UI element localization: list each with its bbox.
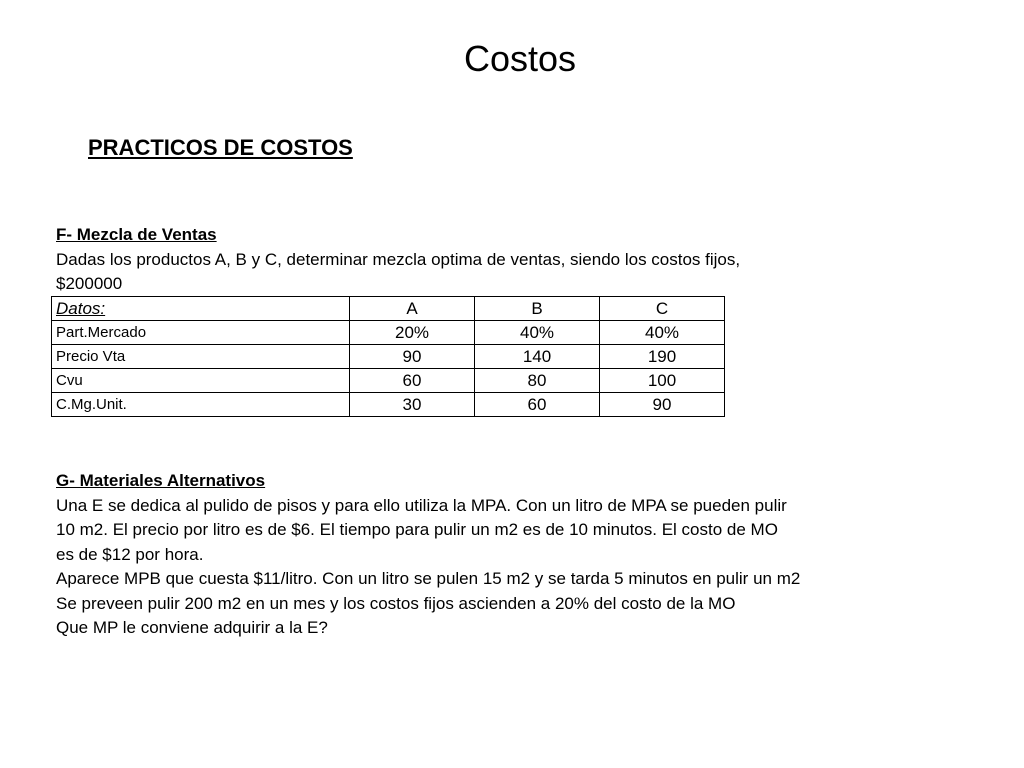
practicos-heading: PRACTICOS DE COSTOS — [88, 135, 353, 160]
row-label: Precio Vta — [52, 345, 350, 369]
table-row — [52, 393, 725, 417]
section-g-heading: G- Materiales Alternativos — [56, 471, 266, 490]
section-f-line: $200000 — [56, 274, 123, 293]
section-materiales-alternativos — [56, 469, 956, 641]
table-cell: 40% — [475, 321, 600, 345]
table-cell: 190 — [600, 345, 725, 369]
section-g-line: es de $12 por hora. — [56, 544, 204, 564]
row-label: Part.Mercado — [52, 321, 350, 345]
section-g-line: Una E se dedica al pulido de pisos y para ello utiliza la MPA. Con un litro de MPA se pueden pulir — [56, 495, 787, 515]
section-g-line: Que MP le conviene adquirir a la E? — [56, 618, 328, 637]
row-label: Cvu — [52, 369, 350, 393]
table-header-row — [52, 297, 725, 321]
section-g-line: Se preveen pulir 200 m2 en un mes y los costos fijos ascienden a 20% del costo de la MO — [56, 593, 736, 613]
table-cell: 60 — [475, 393, 600, 417]
table-cell: 60 — [350, 369, 475, 393]
table-cell: 90 — [600, 393, 725, 417]
table-cell: 140 — [475, 345, 600, 369]
table-cell: 30 — [350, 393, 475, 417]
table-cell: 90 — [350, 345, 475, 369]
slide-title: Costos — [463, 38, 577, 79]
section-f-line: Dadas los productos A, B y C, determinar mezcla optima de ventas, siendo los costos fijos, — [56, 249, 741, 269]
section-g-line: Aparece MPB que cuesta $11/litro. Con un litro se pulen 15 m2 y se tarda 5 minutos en pulir un m2 — [56, 569, 801, 588]
table-row — [52, 369, 725, 393]
table-cell: 80 — [475, 369, 600, 393]
table-cell: 100 — [600, 369, 725, 393]
header-cell-b: B — [475, 297, 600, 321]
table-cell: 40% — [600, 321, 725, 345]
section-mezcla-ventas — [56, 223, 956, 297]
table-row — [52, 345, 725, 369]
datos-table — [51, 296, 725, 417]
header-cell-datos: Datos: — [52, 297, 350, 321]
header-cell-a: A — [350, 297, 475, 321]
table-row — [52, 321, 725, 345]
table-cell: 20% — [350, 321, 475, 345]
section-f-heading: F- Mezcla de Ventas — [56, 225, 217, 244]
section-g-line: 10 m2. El precio por litro es de $6. El tiempo para pulir un m2 es de 10 minutos. El costo de MO — [56, 520, 778, 539]
row-label: C.Mg.Unit. — [52, 393, 350, 417]
header-cell-c: C — [600, 297, 725, 321]
